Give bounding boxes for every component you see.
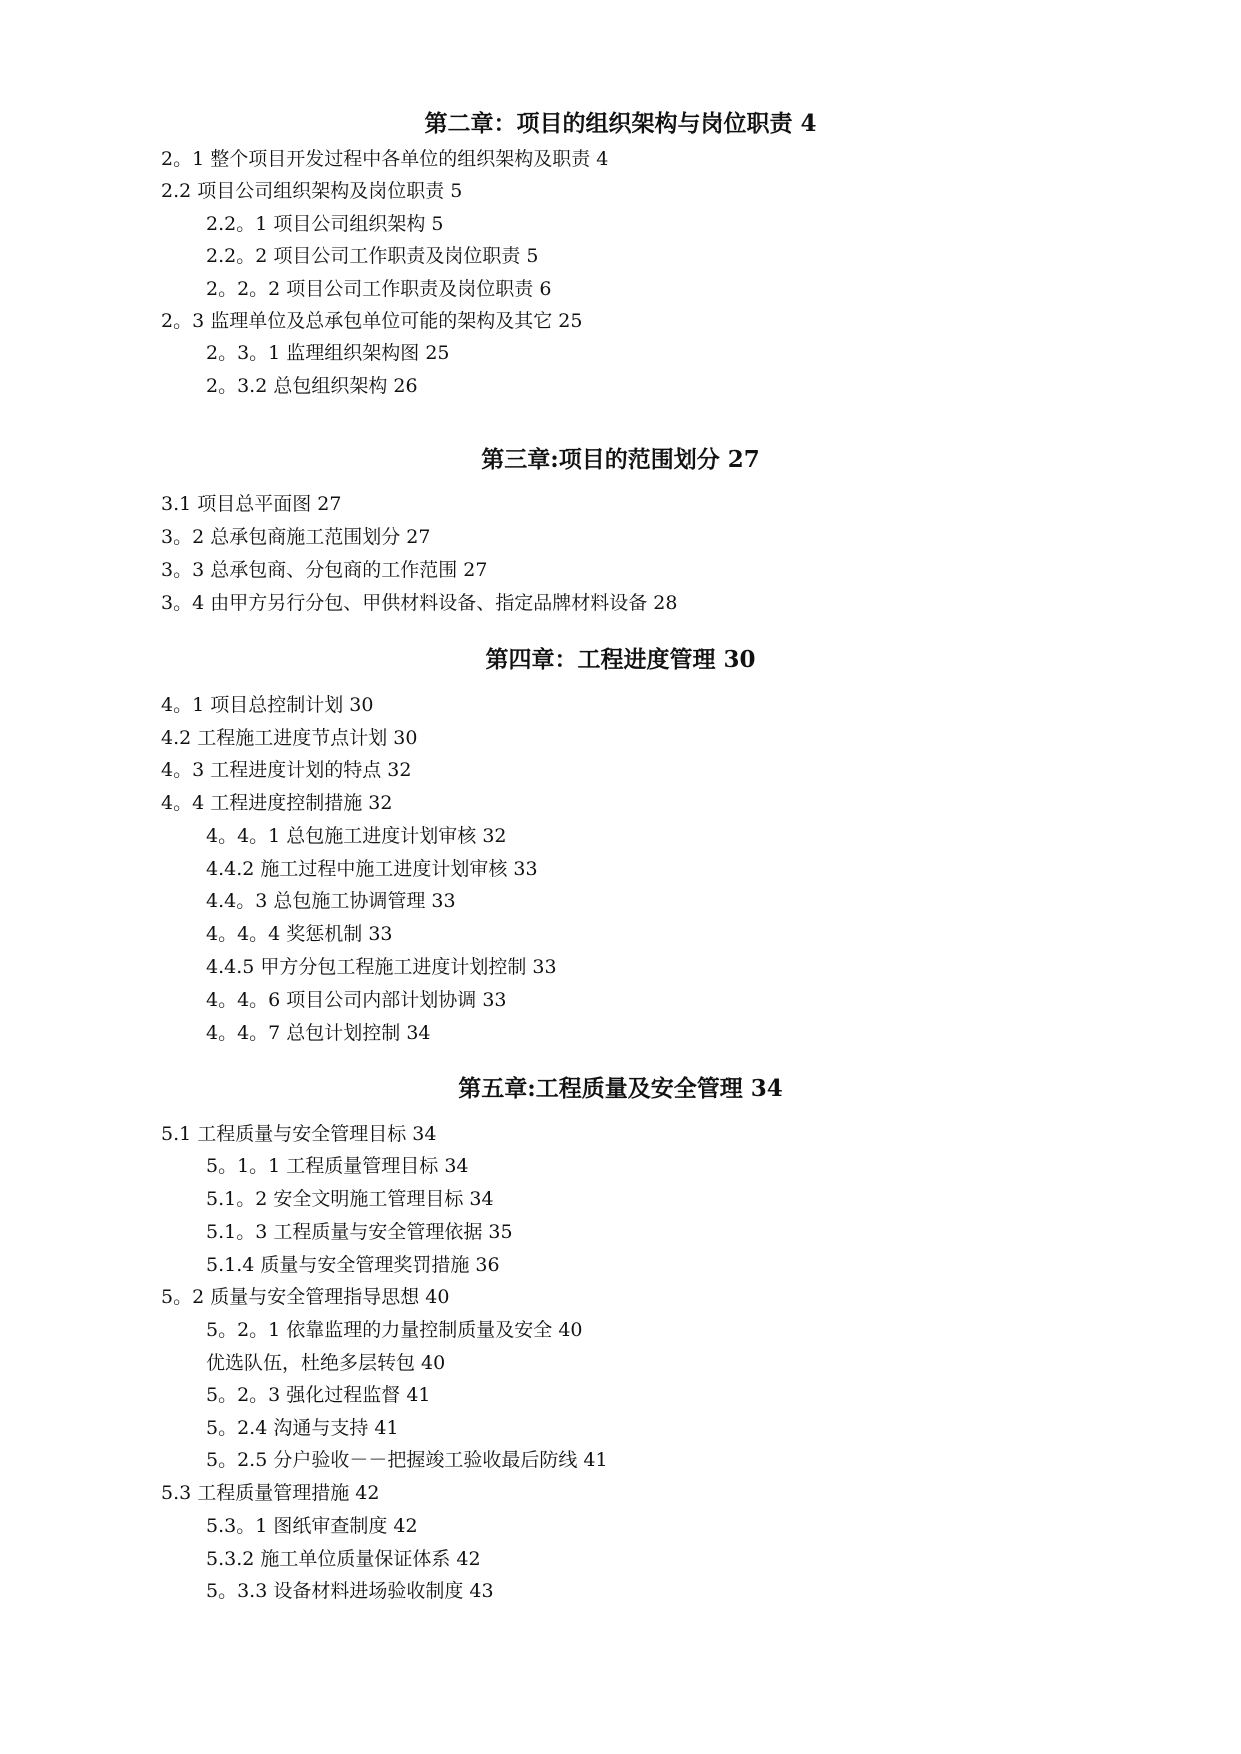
toc-entry: 3。3 总承包商、分包商的工作范围 27 [161, 559, 488, 581]
toc-entry: 4。4。7 总包计划控制 34 [206, 1022, 431, 1044]
toc-entry: 5.1 工程质量与安全管理目标 34 [161, 1123, 437, 1145]
toc-entry: 5。2.5 分户验收－－把握竣工验收最后防线 41 [206, 1449, 608, 1471]
toc-entry: 4。4 工程进度控制措施 32 [161, 792, 393, 814]
toc-entry: 4。4。4 奖惩机制 33 [206, 923, 393, 945]
toc-entry: 5。2。1 依靠监理的力量控制质量及安全 40 [206, 1319, 583, 1341]
toc-entry: 5.1。2 安全文明施工管理目标 34 [206, 1188, 494, 1210]
toc-entry: 优选队伍，杜绝多层转包 40 [206, 1352, 446, 1374]
toc-entry: 5.3 工程质量管理措施 42 [161, 1482, 380, 1504]
toc-entry: 3。4 由甲方另行分包、甲供材料设备、指定品牌材料设备 28 [161, 592, 678, 614]
toc-entry: 2。3.2 总包组织架构 26 [206, 375, 418, 397]
toc-entry: 2。3。1 监理组织架构图 25 [206, 342, 450, 364]
toc-entry: 2.2 项目公司组织架构及岗位职责 5 [161, 180, 463, 202]
toc-entry: 4.4。3 总包施工协调管理 33 [206, 890, 456, 912]
toc-entry: 5.3.2 施工单位质量保证体系 42 [206, 1548, 481, 1570]
toc-entry: 4。3 工程进度计划的特点 32 [161, 759, 412, 781]
toc-entry: 2。2。2 项目公司工作职责及岗位职责 6 [206, 278, 552, 300]
chapter-heading: 第二章：项目的组织架构与岗位职责 4 [424, 110, 817, 137]
toc-entry: 3。2 总承包商施工范围划分 27 [161, 526, 431, 548]
toc-entry: 5.1。3 工程质量与安全管理依据 35 [206, 1221, 513, 1243]
toc-entry: 5。1。1 工程质量管理目标 34 [206, 1155, 469, 1177]
toc-entry: 3.1 项目总平面图 27 [161, 493, 342, 515]
toc-entry: 5。2。3 强化过程监督 41 [206, 1384, 431, 1406]
toc-entry: 4.4.5 甲方分包工程施工进度计划控制 33 [206, 956, 557, 978]
toc-entry: 5。3.3 设备材料进场验收制度 43 [206, 1580, 494, 1602]
toc-entry: 4。1 项目总控制计划 30 [161, 694, 374, 716]
toc-entry: 2.2。1 项目公司组织架构 5 [206, 213, 444, 235]
toc-entry: 4。4。1 总包施工进度计划审核 32 [206, 825, 507, 847]
toc-entry: 2。3 监理单位及总承包单位可能的架构及其它 25 [161, 310, 583, 332]
toc-entry: 2.2。2 项目公司工作职责及岗位职责 5 [206, 245, 539, 267]
toc-entry: 5。2 质量与安全管理指导思想 40 [161, 1286, 450, 1308]
toc-entry: 4.2 工程施工进度节点计划 30 [161, 727, 418, 749]
toc-entry: 2。1 整个项目开发过程中各单位的组织架构及职责 4 [161, 148, 609, 170]
toc-entry: 5。2.4 沟通与支持 41 [206, 1417, 399, 1439]
toc-entry: 4。4。6 项目公司内部计划协调 33 [206, 989, 507, 1011]
chapter-heading: 第四章：工程进度管理 30 [485, 646, 756, 673]
chapter-heading: 第三章:项目的范围划分 27 [481, 446, 760, 473]
toc-entry: 4.4.2 施工过程中施工进度计划审核 33 [206, 858, 538, 880]
toc-entry: 5.3。1 图纸审查制度 42 [206, 1515, 418, 1537]
chapter-heading: 第五章:工程质量及安全管理 34 [458, 1075, 783, 1102]
toc-entry: 5.1.4 质量与安全管理奖罚措施 36 [206, 1254, 500, 1276]
